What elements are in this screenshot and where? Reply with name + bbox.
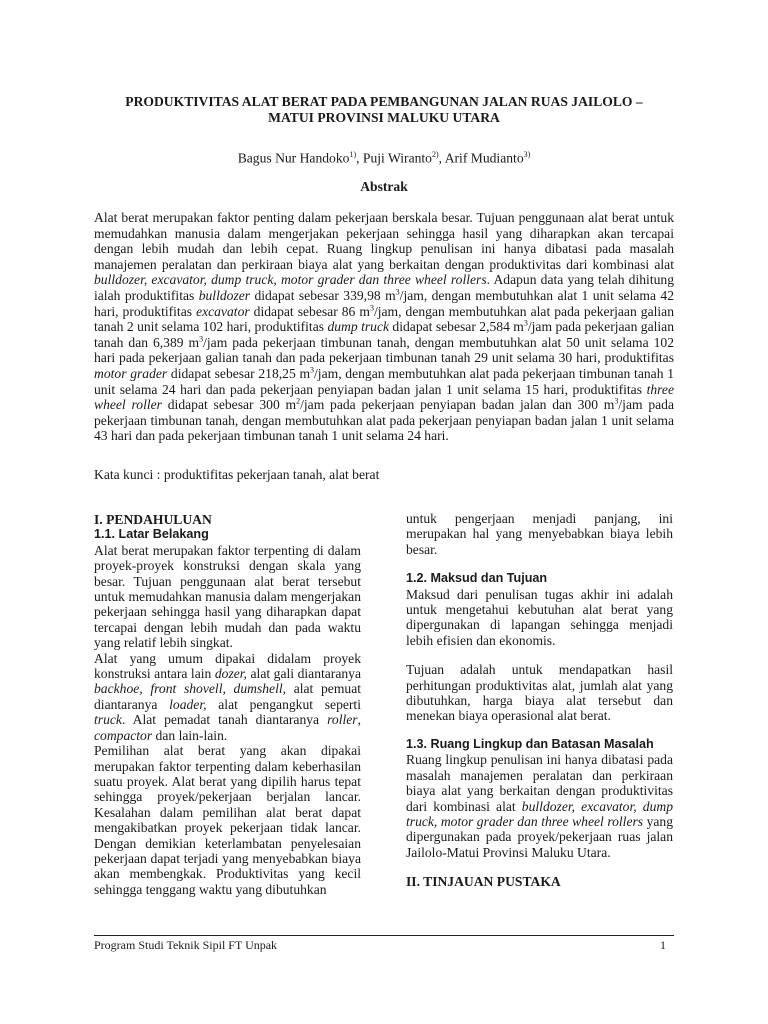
abstract-italic: bulldozer, excavator, dump truck, motor grader dan three wheel rollers [94,272,487,288]
paper-title [90,94,678,125]
abstract-text: /jam, dengan membutuhkan alat pada pekerjaan timbunan tanah 1 unit selama 24 hari dan pada pekerjaan penyiapan badan jalan 1 unit selama 15 hari, produktifitas [94,365,674,397]
abstract-text: /jam pada pekerjaan galian tanah dan 6,389 m [94,319,674,350]
title-line-1: PRODUKTIVITAS ALAT BERAT PADA PEMBANGUNAN JALAN RUAS JAILOLO – [125,94,643,109]
paragraph: Alat berat merupakan faktor terpenting di dalam proyek-proyek konstruksi dengan skala yang besar. Tujuan penggunaan alat berat tersebut untuk memudahkan manusia dalam mengerjakan pekerjaan sehingga hasil yang diharapkan dapat tercapai dengan lebih mudah dan pada waktu yang relatif lebih singkat. [94,542,361,651]
author-name: Puji Wiranto [362,150,432,166]
abstract-text: didapat sebesar 339,98 m [250,287,396,303]
section-heading-pendahuluan: I. PENDAHULUAN [94,512,212,527]
abstract-text: didapat sebesar 86 m [249,303,370,319]
page-number: 1 [660,938,666,952]
paragraph: Tujuan adalah untuk mendapatkan hasil perhitungan produktivitas alat, jumlah alat yang dibutuhkan, harga biaya alat tersebut dan menekan biaya operasional alat berat. [406,662,673,724]
abstract-text: /jam, dengan membutuhkan alat 1 unit selama 42 hari, produktifitas [94,287,674,319]
paragraph: Pemilihan alat berat yang akan dipakai merupakan faktor terpenting dalam keberhasilan suatu proyek. Alat berat yang dipilih harus tepat sehingga proyek/pekerjaan berjalan lancar. Kesalahan dalam pemilihan alat berat dapat mengakibatkan proyek pekerjaan tidak lancar. Dengan demikian keterlambatan penyelesaian pekerjaan dapat terjadi yang menyebabkan biaya akan membengkak. Produktivitas yang kecil sehingga tenggang waktu yang dibutuhkan [94,743,361,897]
unit-exponent: 3 [523,318,528,328]
paragraph: Alat yang umum dipakai didalam proyek konstruksi antara lain dozer, alat gali diantaranya backhoe, front shovell, dumshell, alat pemuat diantaranya loader, alat pengangkut seperti truck. Alat pemadat tanah diantaranya roller, compactor dan lain-lain. [94,650,362,743]
footer-department: Program Studi Teknik Sipil FT Unpak [94,938,278,952]
author-name: Bagus Nur Handoko [237,150,350,166]
abstract-text: Alat berat merupakan faktor penting dalam pekerjaan berskala besar. Tujuan penggunaan alat berat untuk memudahkan manusia dalam mengerjakan pekerjaan sehingga hasil yang diharapkan akan tercapai dengan lebih mudah dan lebih cepat. Ruang lingkup penulisan ini hanya dibatasi pada masalah manajemen peralatan dan perkiraan biaya alat yang berkaitan dengan produktivitas dari kombinasi alat [94,210,674,272]
author-affiliation: 3) [523,150,531,159]
right-column [406,511,673,890]
abstract-text: didapat sebesar 2,584 m [389,319,524,335]
abstract-text: . Adapun data yang telah dihitung ialah produktifitas [94,272,674,303]
abstract-heading: Abstrak [360,179,408,194]
left-column [94,512,361,897]
paragraph: Maksud dari penulisan tugas akhir ini adalah untuk mengetahui kebutuhan alat berat yang dipergunakan di lapangan sehingga menjadi lebih efisien dan ekonomis. [406,586,673,648]
abstract-text: /jam pada pekerjaan penyiapan badan jalan dan 300 m [300,397,615,413]
author-list: Bagus Nur Handoko$^{1)}$, Puji Wiranto$^{2)}$, Arif Mudianto$^{3)}$ [237,150,531,166]
abstract-italic: excavator [196,303,250,319]
abstract-italic: motor grader [94,365,168,381]
abstract-italic: three wheel roller [94,381,674,413]
paragraph: Ruang lingkup penulisan ini hanya dibatasi pada masalah manajemen peralatan dan perkiraan biaya alat yang berkaitan dengan produktivitas dari kombinasi alat bulldozer, excavator, dump truck, motor grader dan three wheel rollers yang dipergunakan pada proyek/pekerjaan ruas jalan Jailolo-Matui Provinsi Maluku Utara. [406,752,673,860]
abstract-text: /jam, dengan membutuhkan alat pada pekerjaan galian tanah 2 unit selama 102 hari, produktifitas [94,303,674,335]
abstract-body [94,210,674,444]
abstract-italic: bulldozer [198,287,251,303]
author-affiliation: 1) [349,150,357,159]
abstract-text: didapat sebesar 300 m [161,397,297,413]
unit-exponent: 2 [296,396,301,406]
unit-exponent: 3 [310,365,315,375]
title-line-2: MATUI PROVINSI MALUKU UTARA [268,109,500,125]
abstract-text: didapat sebesar 218,25 m [167,365,311,381]
abstract-italic: dump truck [327,319,390,335]
section-heading-tinjauan-pustaka: II. TINJAUAN PUSTAKA [406,874,561,890]
subsection-heading-maksud-tujuan: 1.2. Maksud dan Tujuan [406,571,548,586]
unit-exponent: 3 [199,334,204,344]
paragraph: untuk pengerjaan menjadi panjang, ini merupakan hal yang menyebabkan biaya lebih besar. [406,511,673,557]
author-affiliation: 2) [431,150,439,159]
unit-exponent: 3 [614,396,619,406]
unit-exponent: 3 [369,303,374,313]
unit-exponent: 3 [395,287,400,297]
footer-divider [94,935,674,936]
keywords: Kata kunci : produktifitas pekerjaan tanah, alat berat [94,467,380,482]
subsection-heading-ruang-lingkup: 1.3. Ruang Lingkup dan Batasan Masalah [406,736,654,751]
subsection-heading-latar-belakang: 1.1. Latar Belakang [94,527,209,542]
abstract-text: /jam pada pekerjaan timbunan tanah, dengan membutuhkan alat pada pekerjaan penyiapan badan jalan 1 unit selama 43 hari dan pada pekerjaan timbunan tanah 1 unit selama 24 hari. [94,397,674,444]
abstract-text: /jam pada pekerjaan timbunan tanah, dengan membutuhkan alat 50 unit selama 102 hari pada pekerjaan galian tanah dan pada pekerjaan timbunan tanah 29 unit selama 30 hari, produktifitas [94,334,674,366]
author-name: Arif Mudianto [444,150,524,166]
